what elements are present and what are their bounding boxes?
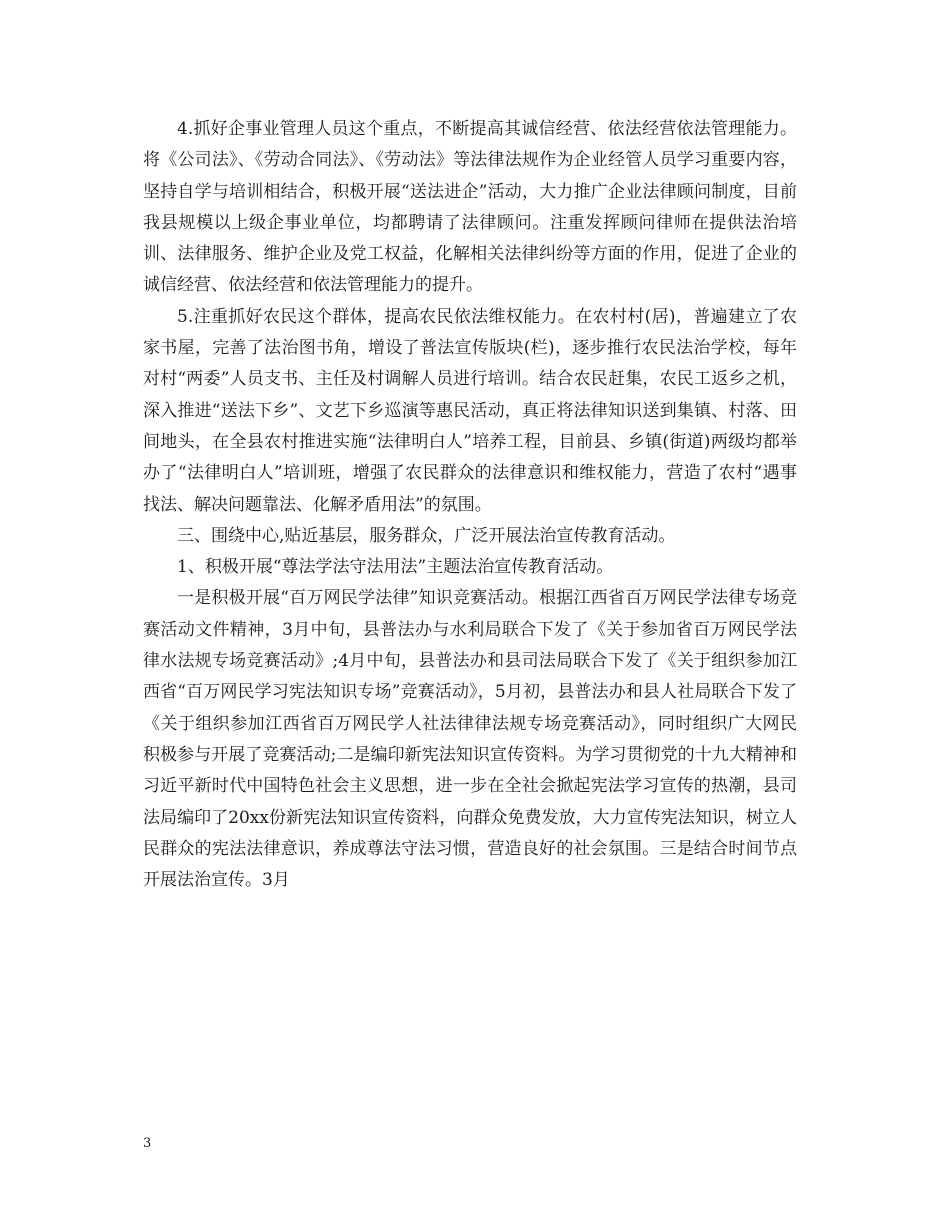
section-heading-three: 三、围绕中心,贴近基层，服务群众，广泛开展法治宣传教育活动。 <box>177 525 676 546</box>
paragraph-farmers: 5.注重抓好农民这个群体，提高农民依法维权能力。在农村村(居)，普遍建立了农家书屋，完善了法治图书角，增设了普法宣传版块(栏)，逐步推行农民法治学校，每年对村“两委”人员支书、主任及村调解人员进行培训。结合农民赶集，农民工返乡之机，深入推进“送法下乡”、文艺下乡巡演等惠民活动，真正将法律知识送到集镇、村落、田间地头，在全县农村推进实施“法律明白人”培养工程，目前县、乡镇(街道)两级均都举办了“法律明白人”培训班，增强了农民群众的法律意识和维权能力，营造了农村“遇事找法、解决问题靠法、化解矛盾用法”的氛围。 <box>143 306 797 515</box>
page-number: 3 <box>143 1136 152 1151</box>
paragraph-activities: 一是积极开展“百万网民学法律”知识竞赛活动。根据江西省百万网民学法律专场竞赛活动文件精神，3月中旬，县普法办与水利局联合下发了《关于参加省百万网民学法律水法规专场竞赛活动》;4月中旬，县普法办和县司法局联合下发了《关于组织参加江西省“百万网民学习宪法知识专场”竞赛活动》，5月初，县普法办和县人社局联合下发了《关于组织参加江西省百万网民学人社法律律法规专场竞赛活动》，同时组织广大网民积极参与开展了竞赛活动;二是编印新宪法知识宣传资料。为学习贯彻党的十九大精神和习近平新时代中国特色社会主义思想，进一步在全社会掀起宪法学习宣传的热潮，县司法局编印了20xx份新宪法知识宣传资料，向群众免费发放，大力宣传宪法知识，树立人民群众的宪法法律意识，养成尊法守法习惯，营造良好的社会氛围。三是结合时间节点开展法治宣传。3月 <box>143 588 797 891</box>
subsection-heading-one: 1、积极开展“尊法学法守法用法”主题法治宣传教育活动。 <box>177 557 614 578</box>
paragraph-enterprise-managers: 4.抓好企事业管理人员这个重点，不断提高其诚信经营、依法经营依法管理能力。将《公司法》、《劳动合同法》、《劳动法》等法律法规作为企业经管人员学习重要内容，坚持自学与培训相结合，积极开展“送法进企”活动，大力推广企业法律顾问制度，目前我县规模以上级企事业单位，均都聘请了法律顾问。注重发挥顾问律师在提供法治培训、法律服务、维护企业及党工权益，化解相关法律纠纷等方面的作用，促进了企业的诚信经营、依法经营和依法管理能力的提升。 <box>143 119 797 296</box>
document-body <box>143 114 797 896</box>
